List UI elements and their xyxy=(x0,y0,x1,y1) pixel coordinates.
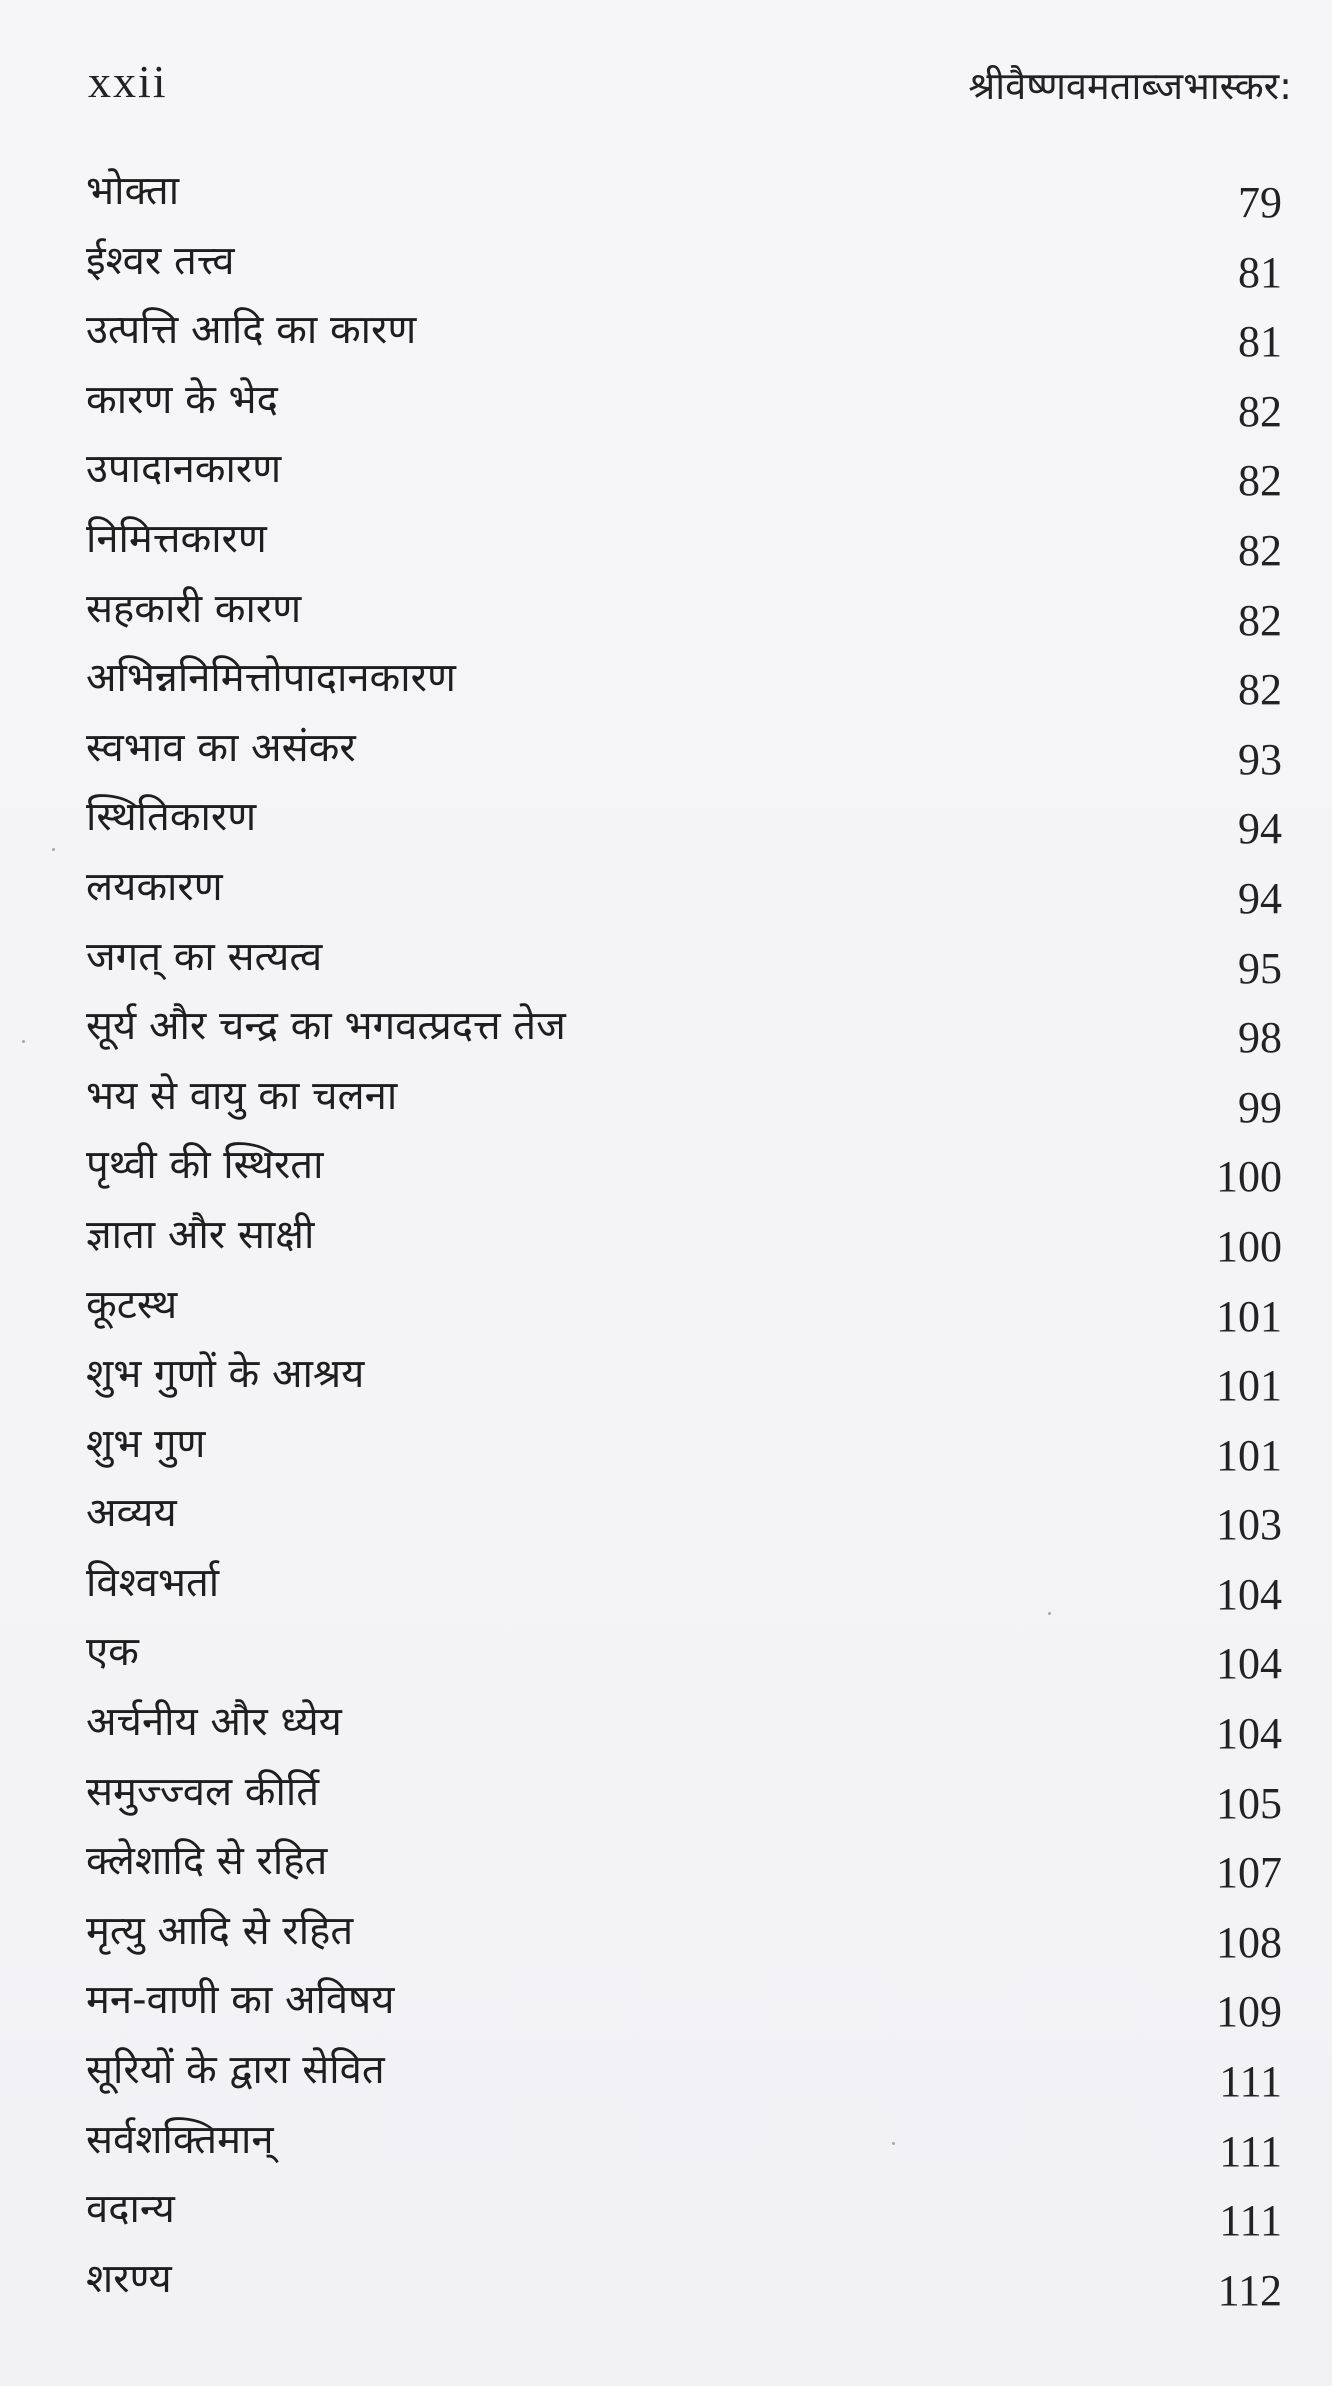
toc-entry xyxy=(86,926,1282,996)
toc-entry-title: क्लेशादि से रहित xyxy=(86,1838,328,1885)
toc-entry-title: शुभ गुणों के आश्रय xyxy=(86,1351,365,1398)
toc-entry-page: 82 xyxy=(1238,525,1282,575)
toc-entry-title: पृथ्वी की स्थिरता xyxy=(86,1142,324,1189)
toc-entry xyxy=(86,1343,1282,1413)
toc-entry-title: भय से वायु का चलना xyxy=(86,1072,398,1119)
toc-entry-page: 101 xyxy=(1216,1361,1282,1411)
toc-entry-page: 82 xyxy=(1238,386,1282,436)
page-header xyxy=(88,55,1292,115)
toc-entry-page: 111 xyxy=(1219,2196,1282,2246)
toc-entry xyxy=(86,1413,1282,1483)
toc-entry-page: 103 xyxy=(1216,1500,1282,1550)
toc-entry-title: एक xyxy=(86,1629,139,1676)
toc-entry-title: स्थितिकारण xyxy=(86,794,257,841)
toc-entry-title: लयकारण xyxy=(86,863,223,910)
toc-entry-page: 81 xyxy=(1238,247,1282,297)
toc-entry-title: उपादानकारण xyxy=(86,446,282,493)
toc-entry-title: सूरियों के द्वारा सेवित xyxy=(86,2047,385,2094)
toc-entry-page: 104 xyxy=(1216,1709,1282,1759)
toc-entry xyxy=(86,1274,1282,1344)
toc-entry xyxy=(86,160,1282,230)
toc-entry-page: 98 xyxy=(1238,1013,1282,1063)
paper-speck xyxy=(52,848,55,851)
toc-entry xyxy=(86,647,1282,717)
toc-entry xyxy=(86,995,1282,1065)
toc-entry-title: वदान्य xyxy=(86,2186,175,2233)
toc-entry xyxy=(86,717,1282,787)
toc-entry xyxy=(86,1830,1282,1900)
toc-entry-page: 95 xyxy=(1238,943,1282,993)
toc-entry-page: 93 xyxy=(1238,734,1282,784)
page-number: xxii xyxy=(88,56,168,107)
toc-entry-title: ईश्वर तत्त्व xyxy=(86,237,235,284)
toc-entry-title: सर्वशक्तिमान् xyxy=(86,2116,274,2163)
toc-entry xyxy=(86,369,1282,439)
toc-entry xyxy=(86,1691,1282,1761)
toc-entry-title: शुभ गुण xyxy=(86,1420,206,1467)
toc-entry xyxy=(86,1621,1282,1691)
toc-entry xyxy=(86,508,1282,578)
toc-entry-page: 94 xyxy=(1238,804,1282,854)
toc-entry xyxy=(86,230,1282,300)
toc-entry-page: 99 xyxy=(1238,1082,1282,1132)
paper-speck xyxy=(892,2142,895,2145)
toc-entry-title: सहकारी कारण xyxy=(86,585,302,632)
toc-entry-page: 94 xyxy=(1238,873,1282,923)
toc-entry xyxy=(86,1204,1282,1274)
toc-entry-title: निमित्तकारण xyxy=(86,515,267,562)
toc-entry-title: अर्चनीय और ध्येय xyxy=(86,1699,342,1746)
toc-entry-page: 82 xyxy=(1238,665,1282,715)
toc-entry-title: कारण के भेद xyxy=(86,376,278,423)
toc-entry-page: 100 xyxy=(1216,1221,1282,1271)
toc-entry xyxy=(86,786,1282,856)
toc-entry xyxy=(86,856,1282,926)
toc-entry-page: 81 xyxy=(1238,317,1282,367)
toc-entry-title: उत्पत्ति आदि का कारण xyxy=(86,307,417,354)
toc-entry xyxy=(86,438,1282,508)
toc-entry-page: 79 xyxy=(1238,178,1282,227)
toc-entry-page: 111 xyxy=(1219,2126,1282,2176)
toc-entry xyxy=(86,1900,1282,1970)
toc-entry-title: जगत् का सत्यत्व xyxy=(86,933,323,980)
paper-speck xyxy=(1048,1612,1051,1615)
toc-entry xyxy=(86,578,1282,648)
toc-entry-page: 82 xyxy=(1238,595,1282,645)
toc-entry-page: 111 xyxy=(1219,2057,1282,2107)
toc-entry xyxy=(86,2109,1282,2179)
toc-entry-page: 101 xyxy=(1216,1291,1282,1341)
toc-entry-page: 112 xyxy=(1217,2265,1282,2315)
toc-entry-title: अभिन्ननिमित्तोपादानकारण xyxy=(86,655,456,702)
toc-entry-page: 82 xyxy=(1238,456,1282,506)
toc-entry xyxy=(86,2039,1282,2109)
toc-entry-title: कूटस्थ xyxy=(86,1281,178,1328)
toc-entry-page: 104 xyxy=(1216,1639,1282,1689)
paper-speck xyxy=(22,1040,25,1043)
toc-entry xyxy=(86,1969,1282,2039)
toc-entry-title: विश्वभर्ता xyxy=(86,1559,220,1606)
toc-entry-title: शरण्य xyxy=(86,2255,172,2302)
running-title: श्रीवैष्णवमताब्जभास्कर: xyxy=(968,64,1292,108)
toc-entry xyxy=(86,1065,1282,1135)
toc-entry-title: स्वभाव का असंकर xyxy=(86,724,356,771)
toc-entry xyxy=(86,2248,1282,2318)
toc-entry-title: मृत्यु आदि से रहित xyxy=(86,1907,354,1954)
toc-entry-page: 108 xyxy=(1216,1917,1282,1967)
toc-entry xyxy=(86,2178,1282,2248)
toc-entry xyxy=(86,299,1282,369)
table-of-contents xyxy=(86,160,1282,2317)
toc-entry-title: अव्यय xyxy=(86,1490,177,1537)
toc-entry-title: मन-वाणी का अविषय xyxy=(86,1977,395,2024)
toc-entry xyxy=(86,1761,1282,1831)
toc-entry-page: 107 xyxy=(1216,1848,1282,1898)
toc-entry-page: 109 xyxy=(1216,1987,1282,2037)
toc-entry xyxy=(86,1134,1282,1204)
toc-entry-page: 104 xyxy=(1216,1569,1282,1619)
toc-entry-title: समुज्ज्वल कीर्ति xyxy=(86,1768,320,1815)
toc-entry xyxy=(86,1552,1282,1622)
toc-entry-title: ज्ञाता और साक्षी xyxy=(86,1211,315,1258)
toc-entry-page: 105 xyxy=(1216,1778,1282,1828)
toc-entry-title: भोक्ता xyxy=(86,168,180,214)
toc-entry xyxy=(86,1482,1282,1552)
toc-entry-page: 100 xyxy=(1216,1152,1282,1202)
toc-entry-page: 101 xyxy=(1216,1430,1282,1480)
toc-entry-title: सूर्य और चन्द्र का भगवत्प्रदत्त तेज xyxy=(86,1003,566,1050)
